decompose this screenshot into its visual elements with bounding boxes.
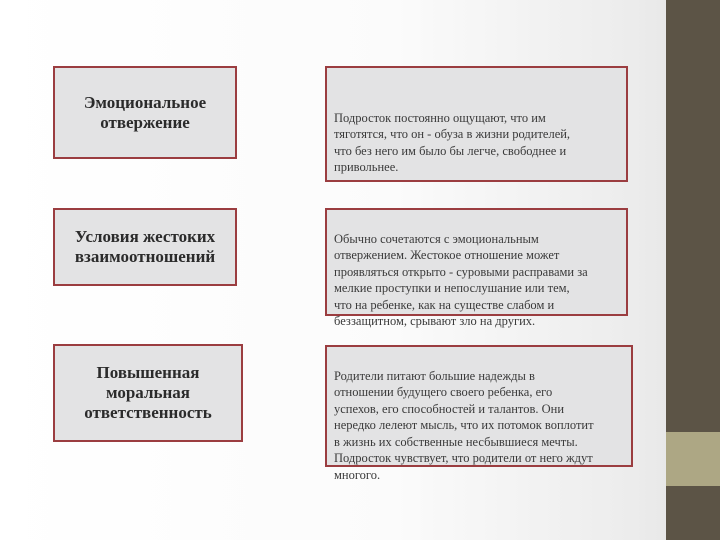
label-text: Условия жестоких взаимоотношений <box>74 227 216 266</box>
description-text: Подросток постоянно ощущают, что им тяготятся, что он - обуза в жизни родителей, что без него им было бы легче, свободнее и привольнее. <box>334 110 571 174</box>
label-text: Повышенная моральная ответственность <box>84 363 212 422</box>
description-box-emotional-rejection <box>325 66 628 182</box>
label-box-moral-responsibility <box>53 344 243 442</box>
description-box-cruel-relations <box>325 208 628 328</box>
label-box-cruel-relations <box>53 208 237 286</box>
label-box-emotional-rejection <box>53 66 237 159</box>
description-text: Родители питают большие надежды в отношении будущего своего ребенка, его успехов, его способностей и талантов. Они нередко лелеют мысль, что их потомок воплотит в жизнь их собственные несбывшиеся мечты. Подросток чувствует, что родители от него ждут многого. <box>334 368 594 482</box>
label-text: Эмоциональное отвержение <box>83 92 207 132</box>
description-box-moral-responsibility <box>325 345 633 482</box>
description-text: Обычно сочетаются с эмоциональным отвержением. Жестокое отношение может проявляться открыто - суровыми расправами за мелкие проступки и непослушание или тем, что на ребенке, как на существе слабом и беззащитном, срывают зло на других. <box>334 231 588 328</box>
decorative-side-accent <box>666 432 720 486</box>
